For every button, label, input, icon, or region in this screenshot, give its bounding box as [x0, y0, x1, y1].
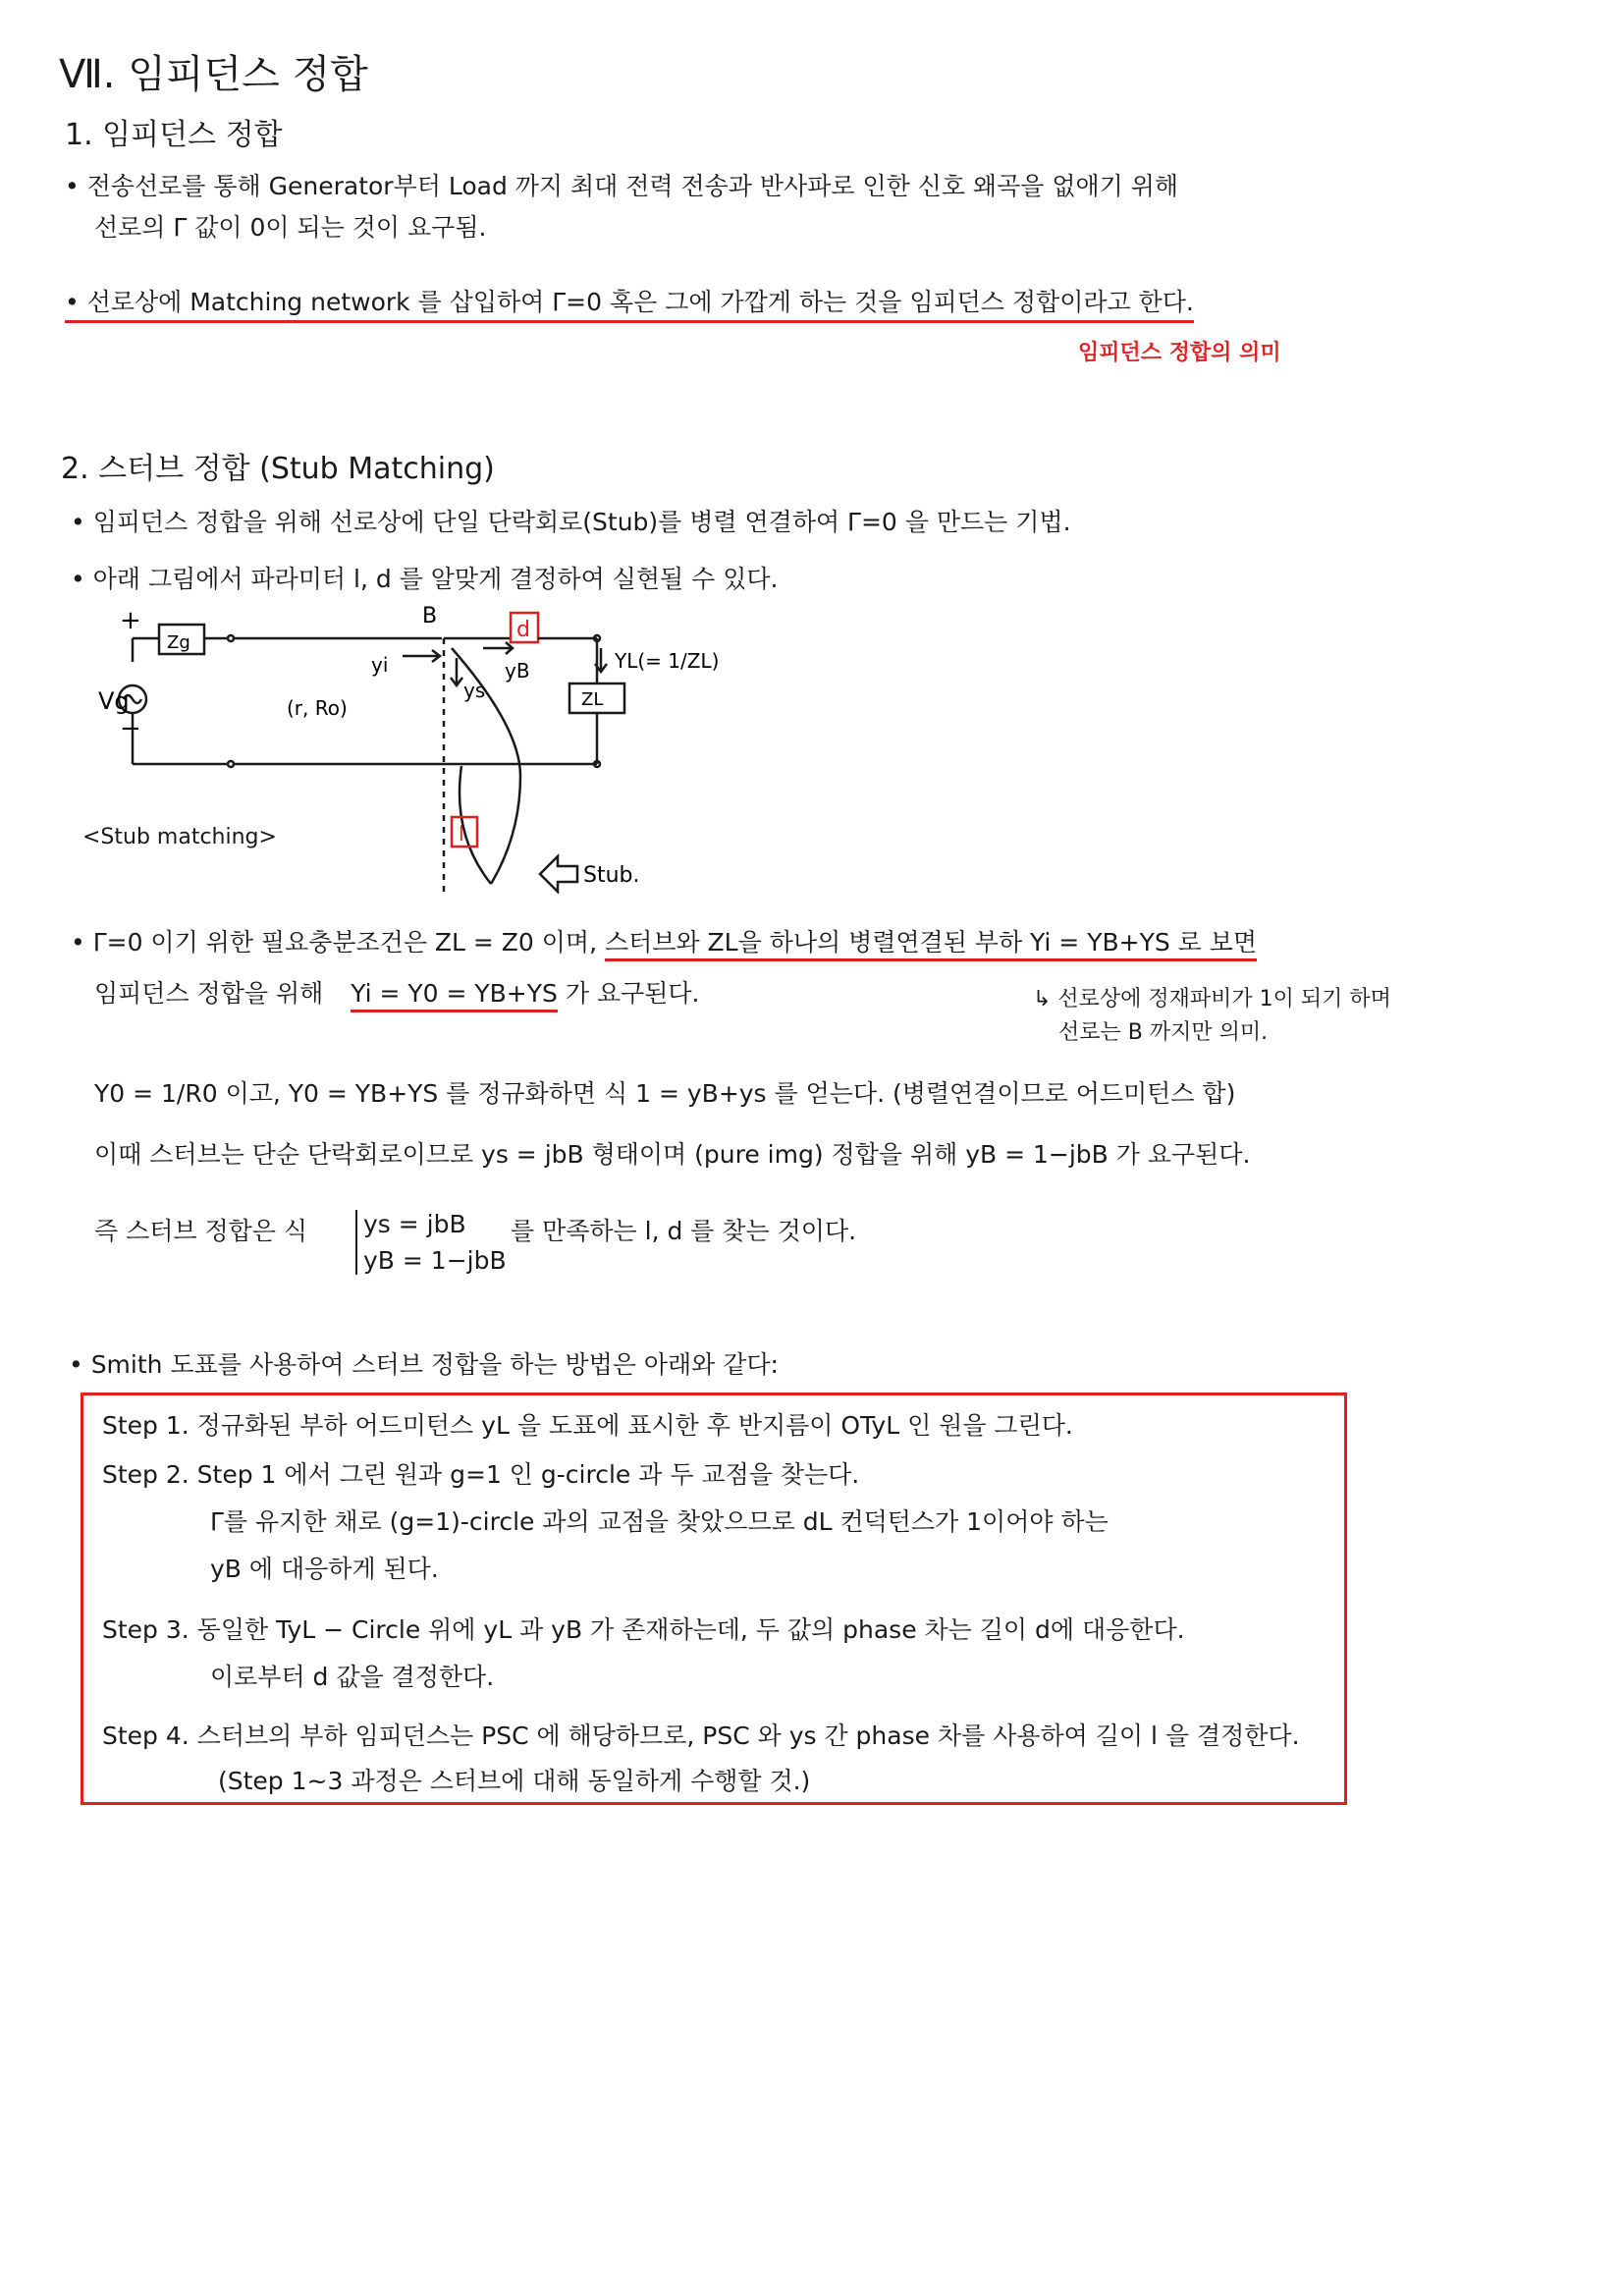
- step4-line1: Step 4. 스터브의 부하 임피던스는 PSC 에 해당하므로, PSC 와 ys 간 phase 차를 사용하여 길이 l 을 결정한다.: [102, 1722, 1300, 1750]
- l-label: l: [459, 822, 464, 846]
- step1: Step 1. 정규화된 부하 어드미턴스 yL 을 도표에 표시한 후 반지름이 OTyL 인 원을 그린다.: [102, 1411, 1073, 1440]
- section1-bullet1-line2: 선로의 Γ 값이 0이 되는 것이 요구됨.: [94, 213, 487, 242]
- page-heading: Ⅶ. 임피던스 정합: [59, 52, 368, 97]
- node-b-label: B: [422, 604, 438, 629]
- condition-line1: [71, 923, 1257, 958]
- step2-line3: yB 에 대응하게 된다.: [210, 1555, 439, 1583]
- condition-line2b: Yi = Y0 = YB+YS: [351, 979, 558, 1012]
- stub-label: Stub.: [583, 863, 640, 888]
- diagram-caption: <Stub matching>: [82, 825, 277, 849]
- section2-title: 2. 스터브 정합 (Stub Matching): [61, 452, 495, 486]
- zg-label: Zg: [167, 632, 190, 653]
- section1-bullet1-line1: • 전송선로를 통해 Generator부터 Load 까지 최대 전력 전송과 반사파로 인한 신호 왜곡을 없애기 위해: [65, 172, 1179, 200]
- step4-line2: (Step 1~3 과정은 스터브에 대해 동일하게 수행할 것.): [218, 1767, 811, 1795]
- section2-bullet1: • 임피던스 정합을 위해 선로상에 단일 단락회로(Stub)를 병렬 연결하여 Γ=0 을 만드는 기법.: [71, 508, 1071, 536]
- step2-line2: Γ를 유지한 채로 (g=1)-circle 과의 교점을 찾았으므로 dL 컨덕턴스가 1이어야 하는: [210, 1507, 1109, 1536]
- condition-line2: [94, 974, 700, 1010]
- plus-sign: +: [120, 606, 141, 635]
- condition-note2: 선로는 B 까지만 의미.: [1058, 1020, 1269, 1045]
- section1-note: 임피던스 정합의 의미: [1078, 341, 1281, 365]
- smith-intro: • Smith 도표를 사용하여 스터브 정합을 하는 방법은 아래와 같다:: [69, 1350, 779, 1379]
- stub-matching-diagram: [59, 599, 746, 894]
- yb-label: yB: [505, 659, 530, 683]
- minus-sign: −: [120, 714, 141, 743]
- step3-line1: Step 3. 동일한 TyL − Circle 위에 yL 과 yB 가 존재하는데, 두 값의 phase 차는 길이 d에 대응한다.: [102, 1615, 1185, 1644]
- condition-line2c: 가 요구된다.: [565, 979, 700, 1008]
- zl-label: ZL: [581, 689, 604, 710]
- condition-line3: Y0 = 1/R0 이고, Y0 = YB+YS 를 정규화하면 식 1 = yB+ys 를 얻는다. (병렬연결이므로 어드미턴스 합): [94, 1079, 1236, 1108]
- condition-note1: ↳ 선로상에 정재파비가 1이 되기 하며: [1033, 987, 1391, 1011]
- equation-1: ys = jbB: [363, 1210, 466, 1238]
- condition-line4: 이때 스터브는 단순 단락회로이므로 ys = jbB 형태이며 (pure img) 정합을 위해 yB = 1−jbB 가 요구된다.: [94, 1140, 1251, 1169]
- ys-label: ys: [463, 679, 486, 702]
- step2-line1: Step 2. Step 1 에서 그린 원과 g=1 인 g-circle 과 두 교점을 찾는다.: [102, 1460, 860, 1489]
- d-label: d: [516, 618, 530, 642]
- condition-equations: [355, 1210, 507, 1275]
- section2-bullet2: • 아래 그림에서 파라미터 l, d 를 알맞게 결정하여 실현될 수 있다.: [71, 565, 779, 593]
- section1-bullet2: • 선로상에 Matching network 를 삽입하여 Γ=0 혹은 그에 가깝게 하는 것을 임피던스 정합이라고 한다.: [65, 283, 1194, 323]
- yi-label: yi: [371, 653, 389, 677]
- condition-line1a: • Γ=0 이기 위한 필요충분조건은 ZL = Z0 이며,: [71, 928, 598, 957]
- section1-title: 1. 임피던스 정합: [65, 118, 283, 152]
- line-params-label: (r, Ro): [287, 696, 348, 720]
- condition-line5a: 즉 스터브 정합은 식: [94, 1217, 308, 1245]
- condition-line5b: 를 만족하는 l, d 를 찾는 것이다.: [511, 1217, 857, 1245]
- condition-line1b: 스터브와 ZL을 하나의 병렬연결된 부하 Yi = YB+YS 로 보면: [605, 928, 1257, 961]
- equation-2: yB = 1−jbB: [363, 1246, 507, 1275]
- step3-line2: 이로부터 d 값을 결정한다.: [210, 1663, 495, 1691]
- condition-line2a: 임피던스 정합을 위해: [94, 979, 324, 1008]
- vg-label: Vg: [98, 687, 130, 715]
- yl-label: YL(= 1/ZL): [615, 649, 720, 673]
